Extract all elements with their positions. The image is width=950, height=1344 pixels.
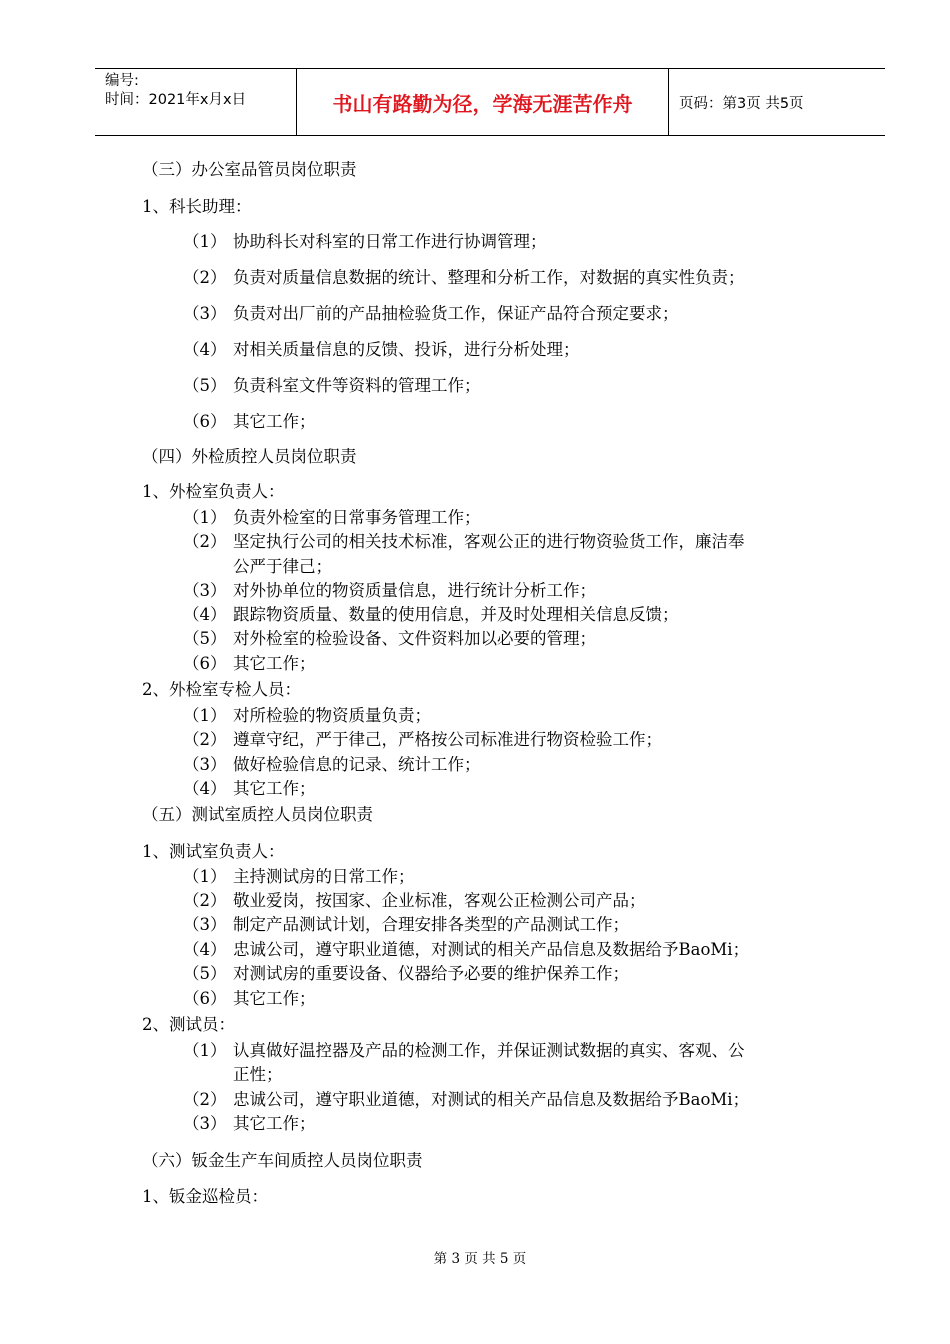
line-text: 坚定执行公司的相关技术标准，客观公正的进行物资验货工作，廉洁奉 <box>233 532 745 551</box>
list-item-number: （5） <box>183 964 227 983</box>
page-header <box>95 68 885 136</box>
list-item <box>183 1089 749 1111</box>
list-item <box>183 531 745 553</box>
section-line <box>142 679 301 701</box>
line-text: 对外检室的检验设备、文件资料加以必要的管理； <box>233 629 596 648</box>
line-text: 其它工作； <box>233 1114 316 1133</box>
list-item-number: （1） <box>183 232 227 251</box>
list-item <box>183 1040 745 1062</box>
list-item <box>183 705 431 727</box>
line-text: 忠诚公司，遵守职业道德，对测试的相关产品信息及数据给予BaoMi； <box>233 1090 750 1109</box>
line-text: 敬业爱岗，按国家、企业标准，客观公正检测公司产品； <box>233 891 646 910</box>
list-item <box>183 580 596 602</box>
section-line <box>142 481 285 503</box>
line-text: 1、测试室负责人： <box>142 842 285 861</box>
section-line <box>142 1150 423 1172</box>
list-item-number: （2） <box>183 1090 227 1109</box>
list-item <box>183 231 547 253</box>
list-item-number: （4） <box>183 605 227 624</box>
line-text: （三）办公室品管员岗位职责 <box>142 160 357 179</box>
list-item <box>183 653 316 675</box>
list-item-number: （1） <box>183 1041 227 1060</box>
line-text: 对所检验的物资质量负责； <box>233 706 431 725</box>
list-item <box>183 375 481 397</box>
list-item <box>183 303 679 325</box>
line-text: 负责外检室的日常事务管理工作； <box>233 508 481 527</box>
line-text: 负责科室文件等资料的管理工作； <box>233 376 481 395</box>
line-text: 1、钣金巡检员： <box>142 1187 268 1206</box>
line-text: （五）测试室质控人员岗位职责 <box>142 805 373 824</box>
section-line <box>142 1014 235 1036</box>
section-line <box>142 804 373 826</box>
line-text: 对外协单位的物资质量信息，进行统计分析工作； <box>233 581 596 600</box>
line-text: 2、外检室专检人员： <box>142 680 301 699</box>
header-motto: 书山有路勤为径，学海无涯苦作舟 <box>297 69 669 135</box>
list-item <box>183 890 646 912</box>
line-text: 其它工作； <box>233 412 316 431</box>
list-item <box>183 339 580 361</box>
list-item-number: （3） <box>183 915 227 934</box>
list-item-number: （3） <box>183 304 227 323</box>
list-item-number: （3） <box>183 1114 227 1133</box>
list-item-number: （2） <box>183 730 227 749</box>
list-item <box>183 1113 316 1135</box>
line-text: 对相关质量信息的反馈、投诉，进行分析处理； <box>233 340 580 359</box>
line-text: 主持测试房的日常工作； <box>233 867 415 886</box>
list-item <box>183 604 679 626</box>
list-item <box>183 411 316 433</box>
list-item-number: （6） <box>183 654 227 673</box>
list-item <box>183 939 749 961</box>
line-text: 忠诚公司，遵守职业道德，对测试的相关产品信息及数据给予BaoMi； <box>233 940 750 959</box>
line-text: 2、测试员： <box>142 1015 235 1034</box>
list-item-number: （2） <box>183 532 227 551</box>
list-item <box>183 988 316 1010</box>
line-text: 认真做好温控器及产品的检测工作，并保证测试数据的真实、客观、公 <box>233 1041 745 1060</box>
line-text: 协助科长对科室的日常工作进行协调管理； <box>233 232 547 251</box>
list-item-number: （4） <box>183 779 227 798</box>
section-line <box>233 556 332 578</box>
list-item-number: （3） <box>183 755 227 774</box>
list-item-number: （5） <box>183 376 227 395</box>
list-item <box>183 729 662 751</box>
header-meta <box>95 69 297 135</box>
list-item <box>183 507 481 529</box>
page-footer: 第 3 页 共 5 页 <box>433 1251 527 1267</box>
list-item-number: （3） <box>183 581 227 600</box>
list-item-number: （2） <box>183 268 227 287</box>
line-text: 制定产品测试计划，合理安排各类型的产品测试工作； <box>233 915 629 934</box>
list-item-number: （6） <box>183 989 227 1008</box>
list-item <box>183 914 629 936</box>
section-line <box>142 196 252 218</box>
section-line <box>142 159 357 181</box>
line-text: 跟踪物资质量、数量的使用信息，并及时处理相关信息反馈； <box>233 605 679 624</box>
section-line <box>142 446 357 468</box>
section-line <box>233 1064 283 1086</box>
list-item-number: （5） <box>183 629 227 648</box>
list-item <box>183 866 415 888</box>
list-item-number: （2） <box>183 891 227 910</box>
line-text: 其它工作； <box>233 989 316 1008</box>
line-text: 1、外检室负责人： <box>142 482 285 501</box>
line-text: 负责对质量信息数据的统计、整理和分析工作，对数据的真实性负责； <box>233 268 745 287</box>
section-line <box>142 841 285 863</box>
line-text: 遵章守纪，严于律己，严格按公司标准进行物资检验工作； <box>233 730 662 749</box>
line-text: 负责对出厂前的产品抽检验货工作，保证产品符合预定要求； <box>233 304 679 323</box>
time-label: 时间：2021年x月x日 <box>105 92 247 108</box>
line-text: 做好检验信息的记录、统计工作； <box>233 755 481 774</box>
line-text: 1、科长助理： <box>142 197 252 216</box>
list-item-number: （6） <box>183 412 227 431</box>
line-text: 公严于律己； <box>233 557 332 576</box>
list-item <box>183 267 745 289</box>
list-item-number: （4） <box>183 340 227 359</box>
header-page-number: 页码：第3页 共5页 <box>679 95 804 112</box>
serial-label: 编号: <box>105 73 139 89</box>
list-item-number: （4） <box>183 940 227 959</box>
list-item-number: （1） <box>183 706 227 725</box>
line-text: 其它工作； <box>233 779 316 798</box>
line-text: （四）外检质控人员岗位职责 <box>142 447 357 466</box>
line-text: 对测试房的重要设备、仪器给予必要的维护保养工作； <box>233 964 629 983</box>
list-item-number: （1） <box>183 867 227 886</box>
section-line <box>142 1186 268 1208</box>
list-item <box>183 754 481 776</box>
line-text: 正性； <box>233 1065 283 1084</box>
line-text: 其它工作； <box>233 654 316 673</box>
list-item <box>183 963 629 985</box>
line-text: （六）钣金生产车间质控人员岗位职责 <box>142 1151 423 1170</box>
list-item <box>183 778 316 800</box>
list-item <box>183 628 596 650</box>
list-item-number: （1） <box>183 508 227 527</box>
